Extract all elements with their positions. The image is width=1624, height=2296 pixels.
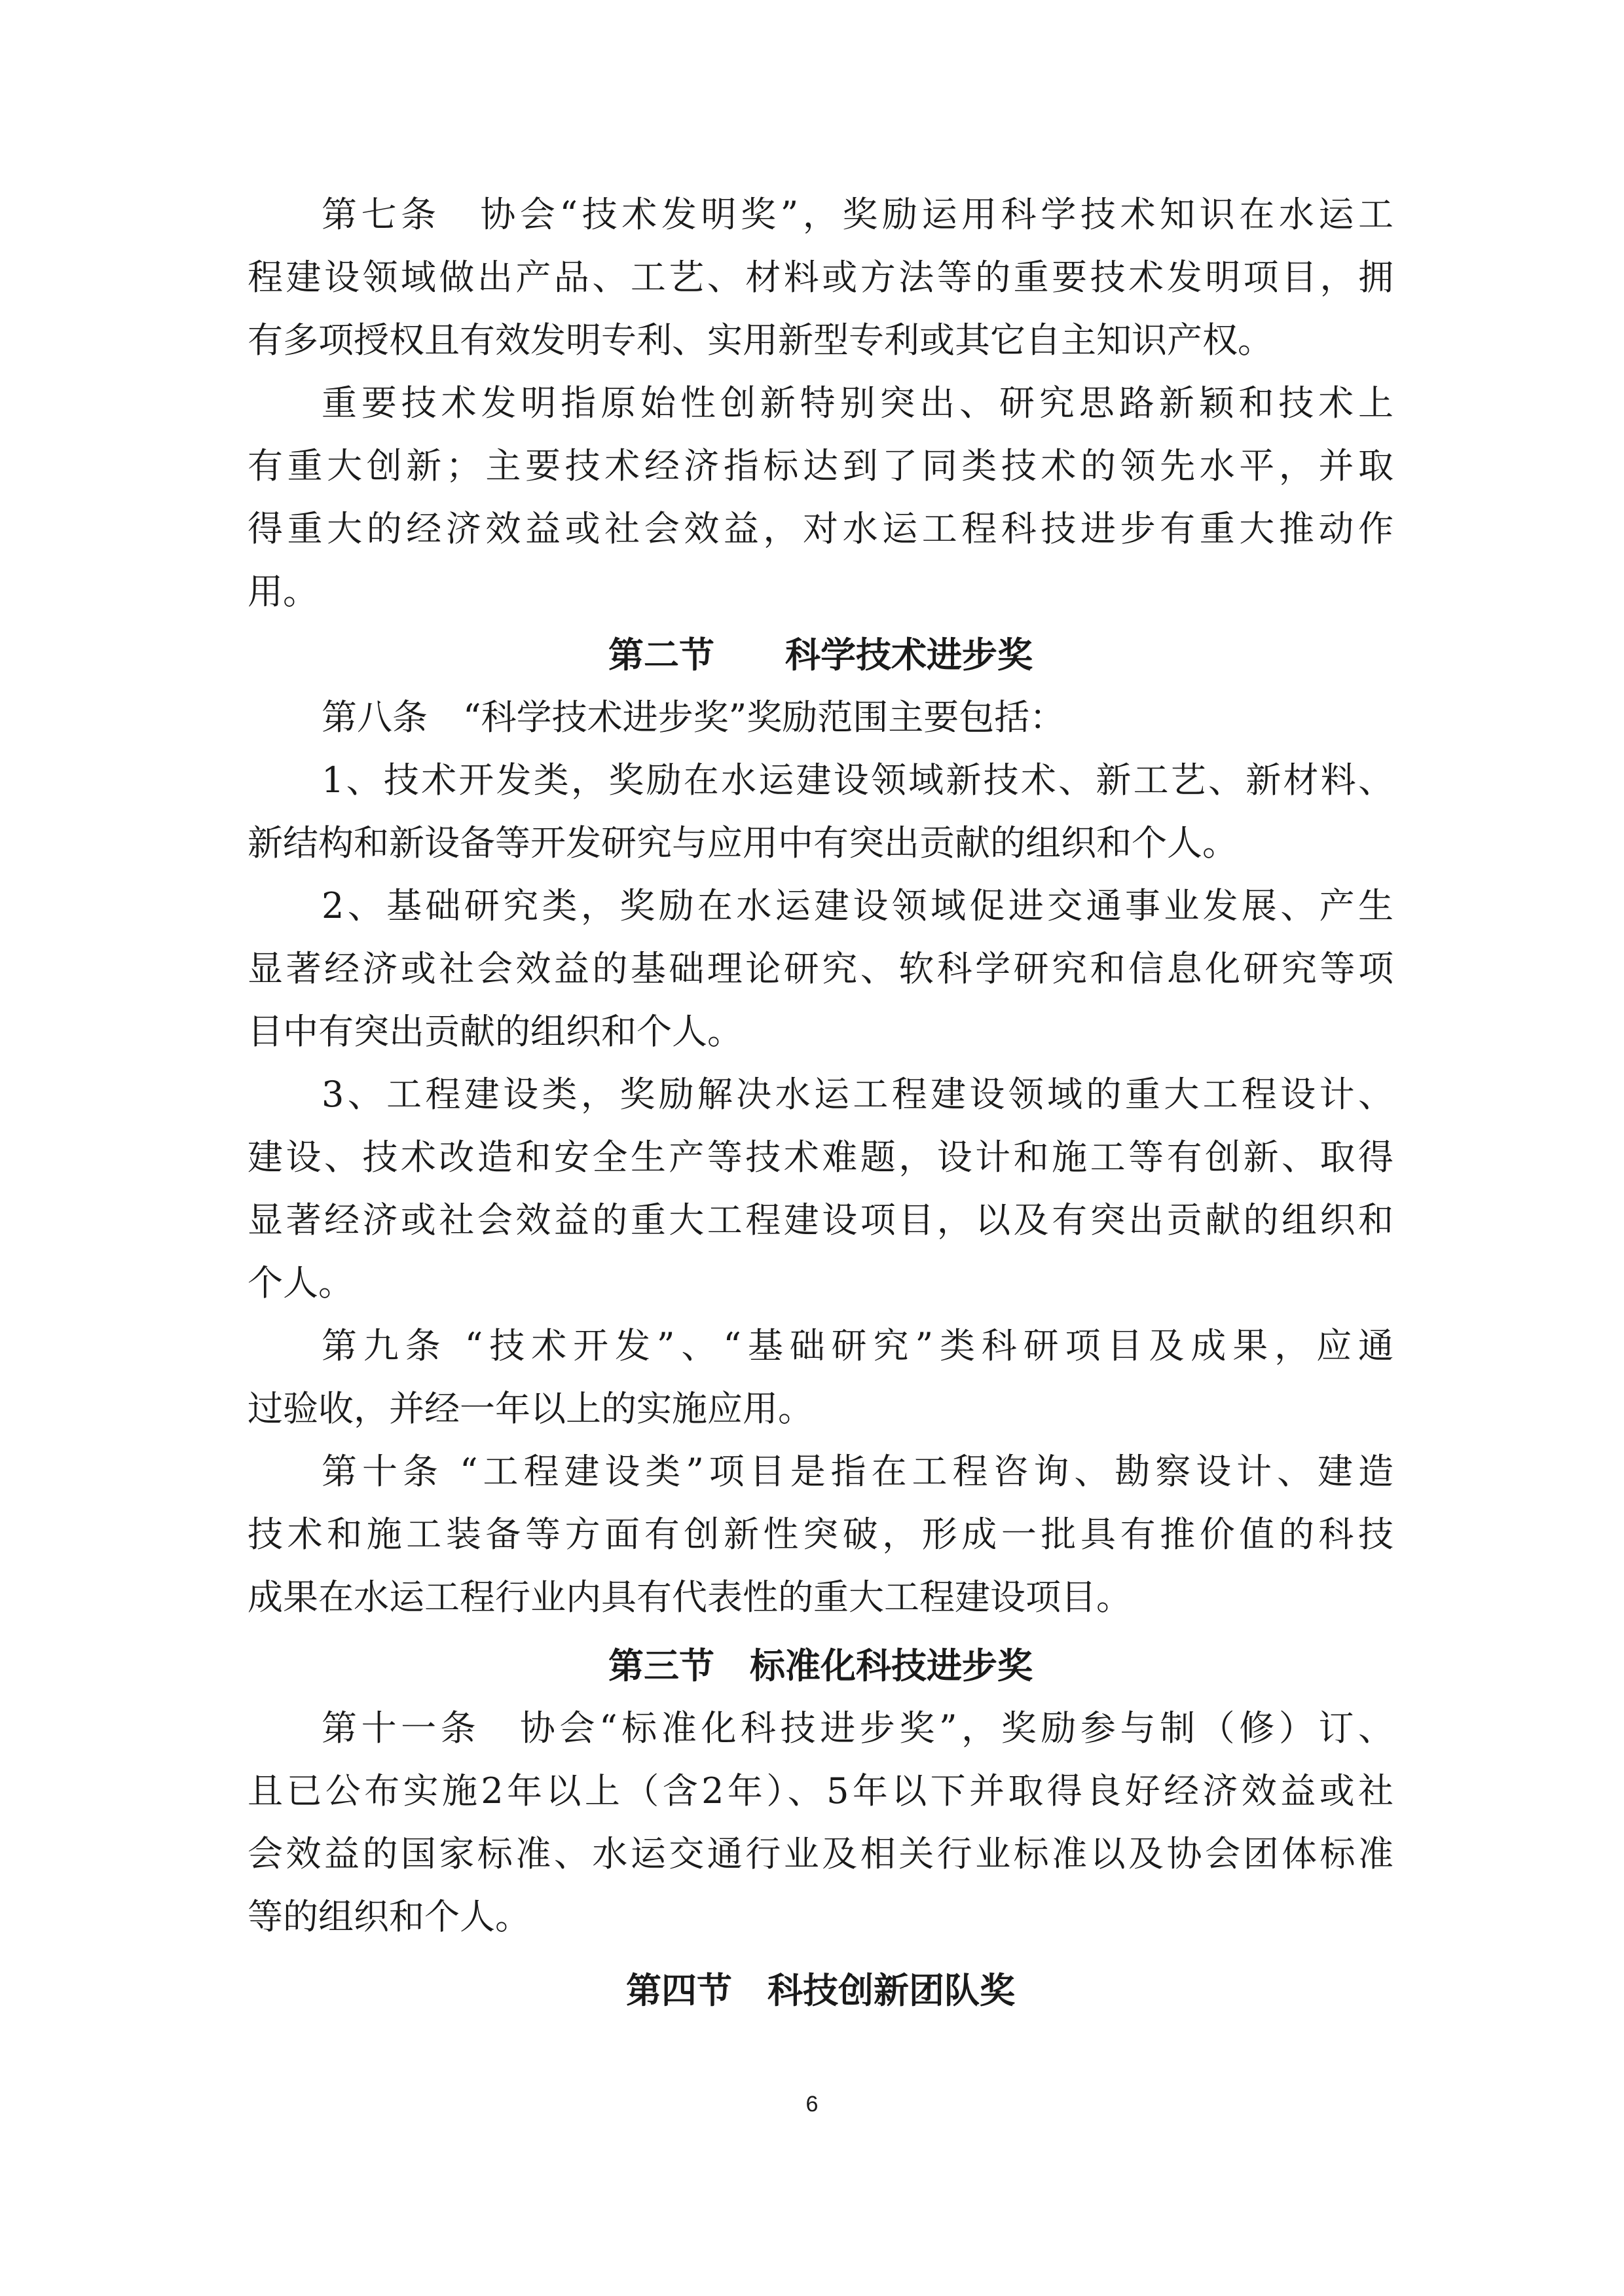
art7-p2-line-1: 重要技术发明指原始性创新特别突出、研究思路新颖和技术上 [322,382,1393,424]
art11-line-1: 第十一条 协会“标准化科技进步奖”，奖励参与制（修）订、 [322,1707,1393,1749]
page-number: 6 [805,2092,819,2117]
item1-line-2: 新结构和新设备等开发研究与应用中有突出贡献的组织和个人。 [248,822,1238,864]
item3-line-1: 3、工程建设类，奖励解决水运工程建设领域的重大工程设计、 [322,1074,1393,1115]
item2-line-3: 目中有突出贡献的组织和个人。 [248,1011,743,1052]
art7-p2-line-2: 有重大创新；主要技术经济指标达到了同类技术的领先水平，并取 [248,445,1393,486]
art8-line-1: 第八条 “科学技术进步奖”奖励范围主要包括： [322,697,1065,738]
art10-line-1: 第十条 “工程建设类”项目是指在工程咨询、勘察设计、建造 [322,1451,1393,1492]
art11-line-4: 等的组织和个人。 [248,1896,530,1937]
art11-line-3: 会效益的国家标准、水运交通行业及相关行业标准以及协会团体标准 [248,1833,1393,1874]
section-3-title: 第三节 标准化科技进步奖 [608,1645,1033,1686]
section-2-title: 第二节 科学技术进步奖 [608,634,1033,676]
art7-line-2: 程建设领域做出产品、工艺、材料或方法等的重要技术发明项目，拥 [248,257,1393,298]
item2-line-1: 2、基础研究类，奖励在水运建设领域促进交通事业发展、产生 [322,885,1393,926]
art7-line-3: 有多项授权且有效发明专利、实用新型专利或其它自主知识产权。 [248,319,1273,361]
art7-p2-line-4: 用。 [248,571,318,612]
art9-line-1: 第九条 “技术开发”、“基础研究”类科研项目及成果，应通 [322,1325,1393,1366]
item1-line-1: 1、技术开发类，奖励在水运建设领域新技术、新工艺、新材料、 [322,759,1393,801]
art10-line-3: 成果在水运工程行业内具有代表性的重大工程建设项目。 [248,1576,1132,1618]
item3-line-4: 个人。 [248,1262,354,1303]
section-4-title: 第四节 科技创新团队奖 [626,1969,1015,2011]
art9-line-2: 过验收，并经一年以上的实施应用。 [248,1388,813,1429]
art7-p2-line-3: 得重大的经济效益或社会效益，对水运工程科技进步有重大推动作 [248,508,1393,549]
art10-line-2: 技术和施工装备等方面有创新性突破，形成一批具有推价值的科技 [248,1514,1393,1555]
art7-line-1: 第七条 协会“技术发明奖”，奖励运用科学技术知识在水运工 [322,194,1393,235]
art11-line-2: 且已公布实施2年以上（含2年）、5年以下并取得良好经济效益或社 [248,1770,1393,1812]
item3-line-2: 建设、技术改造和安全生产等技术难题，设计和施工等有创新、取得 [248,1137,1393,1178]
item2-line-2: 显著经济或社会效益的基础理论研究、软科学研究和信息化研究等项 [248,948,1393,989]
item3-line-3: 显著经济或社会效益的重大工程建设项目，以及有突出贡献的组织和 [248,1199,1393,1241]
